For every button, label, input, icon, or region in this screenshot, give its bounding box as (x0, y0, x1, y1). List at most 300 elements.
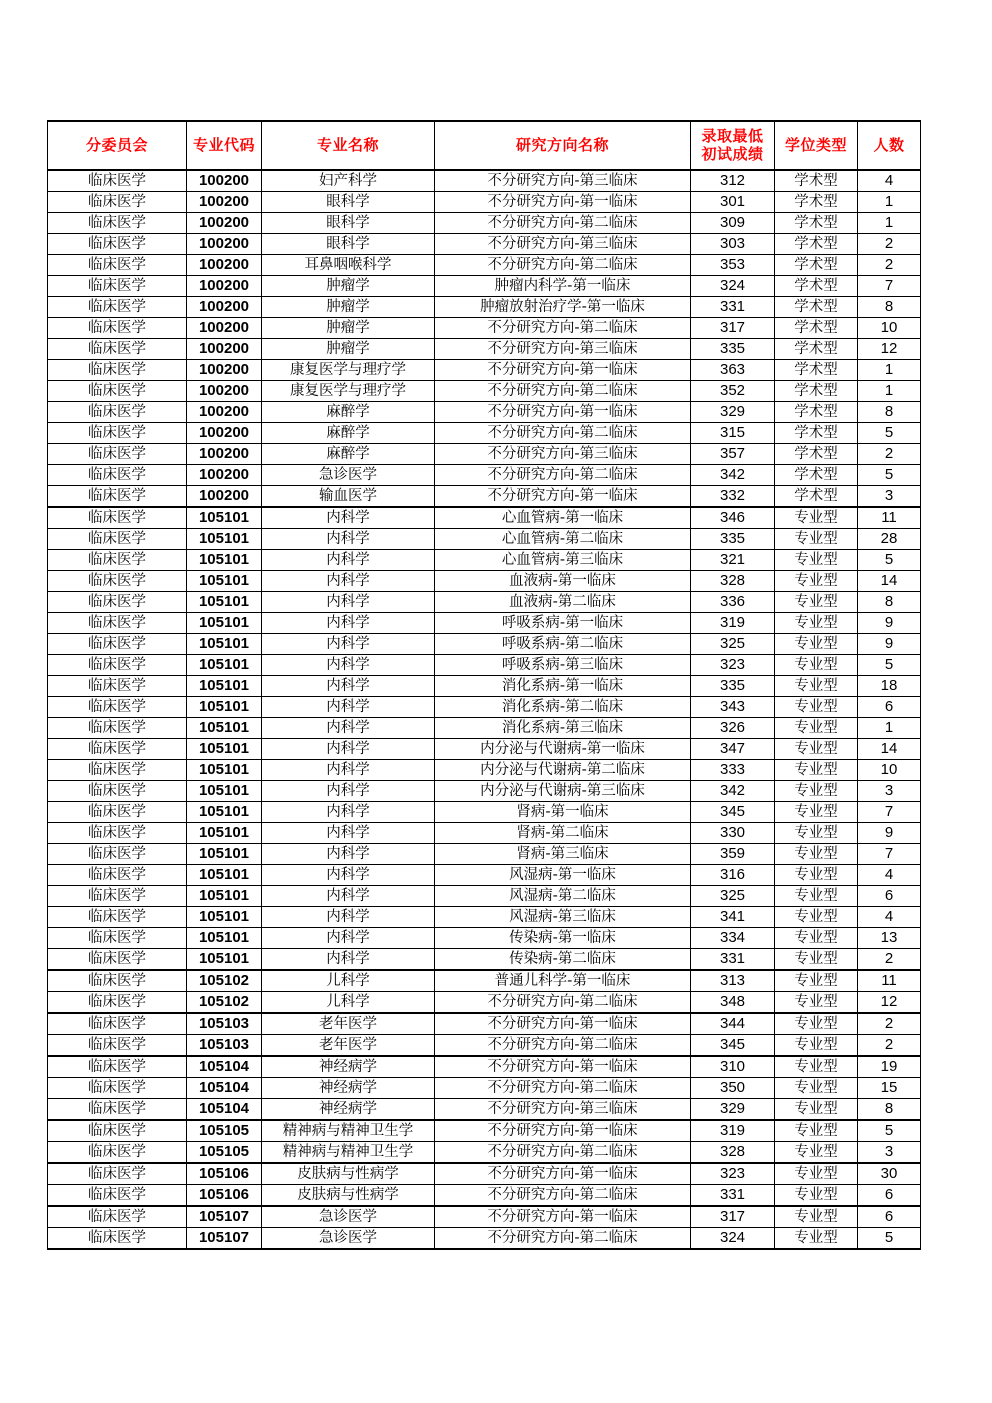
cell-direction: 不分研究方向-第一临床 (435, 486, 691, 508)
cell-min-score: 310 (691, 1056, 775, 1078)
cell-major-code: 100200 (187, 486, 262, 508)
cell-degree-type: 专业型 (775, 928, 858, 949)
cell-direction: 不分研究方向-第二临床 (435, 1035, 691, 1057)
table-row (48, 697, 921, 718)
cell-count: 4 (858, 907, 921, 928)
table-row (48, 1228, 921, 1250)
cell-count: 1 (858, 381, 921, 402)
cell-count: 18 (858, 676, 921, 697)
cell-degree-type: 专业型 (775, 949, 858, 971)
cell-major-code: 105106 (187, 1163, 262, 1185)
cell-min-score: 315 (691, 423, 775, 444)
cell-direction: 传染病-第二临床 (435, 949, 691, 971)
cell-direction: 心血管病-第二临床 (435, 529, 691, 550)
cell-direction: 不分研究方向-第三临床 (435, 444, 691, 465)
cell-major-code: 100200 (187, 213, 262, 234)
cell-committee: 临床医学 (48, 381, 187, 402)
cell-committee: 临床医学 (48, 360, 187, 381)
cell-committee: 临床医学 (48, 781, 187, 802)
cell-major-name: 内科学 (262, 655, 435, 676)
table-row (48, 1078, 921, 1099)
cell-direction: 不分研究方向-第二临床 (435, 213, 691, 234)
cell-min-score: 332 (691, 486, 775, 508)
table-row (48, 949, 921, 971)
table-row (48, 907, 921, 928)
cell-min-score: 333 (691, 760, 775, 781)
cell-degree-type: 学术型 (775, 339, 858, 360)
table-row (48, 255, 921, 276)
cell-major-code: 105101 (187, 865, 262, 886)
table-row (48, 655, 921, 676)
table-row (48, 170, 921, 192)
cell-committee: 临床医学 (48, 318, 187, 339)
cell-major-code: 105104 (187, 1056, 262, 1078)
cell-degree-type: 学术型 (775, 234, 858, 255)
cell-major-name: 内科学 (262, 634, 435, 655)
cell-committee: 临床医学 (48, 970, 187, 992)
cell-major-name: 内科学 (262, 949, 435, 971)
cell-count: 5 (858, 550, 921, 571)
cell-committee: 临床医学 (48, 1206, 187, 1228)
cell-count: 8 (858, 592, 921, 613)
cell-degree-type: 学术型 (775, 318, 858, 339)
cell-count: 11 (858, 507, 921, 529)
cell-min-score: 345 (691, 802, 775, 823)
table-row (48, 676, 921, 697)
table-row (48, 634, 921, 655)
table-row (48, 1035, 921, 1057)
cell-major-name: 老年医学 (262, 1013, 435, 1035)
cell-direction: 不分研究方向-第一临床 (435, 360, 691, 381)
cell-major-name: 康复医学与理疗学 (262, 360, 435, 381)
cell-count: 13 (858, 928, 921, 949)
cell-major-code: 105101 (187, 613, 262, 634)
cell-degree-type: 学术型 (775, 465, 858, 486)
table-row (48, 886, 921, 907)
cell-major-code: 105101 (187, 634, 262, 655)
cell-major-code: 105103 (187, 1013, 262, 1035)
cell-min-score: 346 (691, 507, 775, 529)
cell-major-code: 105101 (187, 907, 262, 928)
table-row (48, 1185, 921, 1207)
cell-major-code: 105101 (187, 844, 262, 865)
column-header-committee: 分委员会 (48, 121, 187, 170)
table-row (48, 402, 921, 423)
table-body (48, 170, 921, 1249)
cell-committee: 临床医学 (48, 823, 187, 844)
cell-count: 7 (858, 844, 921, 865)
cell-count: 2 (858, 444, 921, 465)
cell-count: 19 (858, 1056, 921, 1078)
cell-major-code: 100200 (187, 465, 262, 486)
cell-degree-type: 学术型 (775, 192, 858, 213)
cell-committee: 临床医学 (48, 886, 187, 907)
cell-degree-type: 专业型 (775, 1206, 858, 1228)
cell-committee: 临床医学 (48, 907, 187, 928)
cell-committee: 临床医学 (48, 676, 187, 697)
cell-major-code: 105107 (187, 1206, 262, 1228)
cell-degree-type: 学术型 (775, 444, 858, 465)
cell-committee: 临床医学 (48, 192, 187, 213)
cell-major-code: 105101 (187, 507, 262, 529)
cell-major-code: 100200 (187, 234, 262, 255)
cell-count: 9 (858, 634, 921, 655)
cell-major-name: 内科学 (262, 507, 435, 529)
cell-major-name: 内科学 (262, 739, 435, 760)
cell-min-score: 363 (691, 360, 775, 381)
cell-degree-type: 学术型 (775, 423, 858, 444)
cell-count: 10 (858, 760, 921, 781)
cell-major-code: 105104 (187, 1099, 262, 1121)
cell-min-score: 324 (691, 276, 775, 297)
cell-major-name: 内科学 (262, 823, 435, 844)
table-row (48, 823, 921, 844)
cell-committee: 临床医学 (48, 550, 187, 571)
cell-major-code: 105101 (187, 655, 262, 676)
min-score-label-line2: 初试成绩 (701, 144, 764, 163)
cell-committee: 临床医学 (48, 1142, 187, 1164)
cell-min-score: 345 (691, 1035, 775, 1057)
cell-major-code: 100200 (187, 444, 262, 465)
cell-count: 10 (858, 318, 921, 339)
cell-major-code: 105105 (187, 1120, 262, 1142)
cell-degree-type: 专业型 (775, 571, 858, 592)
cell-direction: 不分研究方向-第三临床 (435, 234, 691, 255)
cell-major-name: 内科学 (262, 928, 435, 949)
table-row (48, 613, 921, 634)
cell-direction: 风湿病-第二临床 (435, 886, 691, 907)
cell-major-name: 内科学 (262, 760, 435, 781)
cell-min-score: 328 (691, 571, 775, 592)
cell-committee: 临床医学 (48, 865, 187, 886)
table-row (48, 1120, 921, 1142)
cell-degree-type: 专业型 (775, 676, 858, 697)
cell-count: 7 (858, 802, 921, 823)
cell-min-score: 325 (691, 634, 775, 655)
cell-degree-type: 专业型 (775, 992, 858, 1014)
cell-direction: 不分研究方向-第一临床 (435, 192, 691, 213)
cell-degree-type: 专业型 (775, 550, 858, 571)
cell-major-code: 100200 (187, 318, 262, 339)
cell-direction: 消化系病-第一临床 (435, 676, 691, 697)
table-row (48, 318, 921, 339)
cell-major-code: 100200 (187, 170, 262, 192)
table-row (48, 213, 921, 234)
cell-degree-type: 专业型 (775, 760, 858, 781)
column-header-major-name: 专业名称 (262, 121, 435, 170)
cell-count: 12 (858, 992, 921, 1014)
cell-direction: 不分研究方向-第一临床 (435, 1120, 691, 1142)
cell-direction: 不分研究方向-第二临床 (435, 1228, 691, 1250)
cell-direction: 风湿病-第一临床 (435, 865, 691, 886)
cell-min-score: 335 (691, 676, 775, 697)
cell-direction: 消化系病-第三临床 (435, 718, 691, 739)
cell-direction: 肿瘤放射治疗学-第一临床 (435, 297, 691, 318)
cell-degree-type: 专业型 (775, 802, 858, 823)
cell-committee: 临床医学 (48, 213, 187, 234)
cell-count: 3 (858, 486, 921, 508)
cell-committee: 临床医学 (48, 1185, 187, 1207)
table-row (48, 381, 921, 402)
cell-degree-type: 专业型 (775, 844, 858, 865)
cell-major-name: 精神病与精神卫生学 (262, 1142, 435, 1164)
cell-count: 8 (858, 297, 921, 318)
table-row (48, 276, 921, 297)
table-row (48, 865, 921, 886)
cell-major-code: 105101 (187, 823, 262, 844)
cell-major-code: 105101 (187, 697, 262, 718)
table-row (48, 760, 921, 781)
cell-committee: 临床医学 (48, 1056, 187, 1078)
cell-degree-type: 专业型 (775, 1142, 858, 1164)
cell-direction: 不分研究方向-第一临床 (435, 1206, 691, 1228)
cell-major-name: 眼科学 (262, 234, 435, 255)
cell-committee: 临床医学 (48, 928, 187, 949)
cell-min-score: 323 (691, 655, 775, 676)
table-row (48, 550, 921, 571)
cell-major-name: 急诊医学 (262, 1228, 435, 1250)
cell-major-name: 康复医学与理疗学 (262, 381, 435, 402)
cell-count: 9 (858, 613, 921, 634)
min-score-label-line1: 录取最低 (701, 127, 764, 146)
cell-count: 2 (858, 949, 921, 971)
cell-direction: 不分研究方向-第三临床 (435, 170, 691, 192)
cell-count: 1 (858, 213, 921, 234)
cell-committee: 临床医学 (48, 634, 187, 655)
cell-count: 1 (858, 192, 921, 213)
table-row (48, 1142, 921, 1164)
cell-degree-type: 专业型 (775, 886, 858, 907)
cell-major-name: 眼科学 (262, 213, 435, 234)
cell-major-code: 100200 (187, 255, 262, 276)
cell-count: 6 (858, 886, 921, 907)
cell-min-score: 319 (691, 1120, 775, 1142)
cell-count: 6 (858, 1185, 921, 1207)
cell-direction: 风湿病-第三临床 (435, 907, 691, 928)
table-row (48, 192, 921, 213)
cell-major-name: 麻醉学 (262, 402, 435, 423)
cell-min-score: 347 (691, 739, 775, 760)
cell-major-name: 神经病学 (262, 1078, 435, 1099)
cell-direction: 不分研究方向-第二临床 (435, 1142, 691, 1164)
cell-major-code: 105101 (187, 949, 262, 971)
cell-committee: 临床医学 (48, 802, 187, 823)
cell-min-score: 342 (691, 781, 775, 802)
cell-major-name: 耳鼻咽喉科学 (262, 255, 435, 276)
cell-direction: 血液病-第二临床 (435, 592, 691, 613)
cell-degree-type: 专业型 (775, 907, 858, 928)
cell-degree-type: 专业型 (775, 1035, 858, 1057)
cell-degree-type: 专业型 (775, 613, 858, 634)
cell-count: 5 (858, 465, 921, 486)
cell-major-name: 儿科学 (262, 992, 435, 1014)
cell-committee: 临床医学 (48, 444, 187, 465)
cell-major-name: 皮肤病与性病学 (262, 1185, 435, 1207)
column-header-direction: 研究方向名称 (435, 121, 691, 170)
cell-major-code: 105101 (187, 529, 262, 550)
cell-direction: 呼吸系病-第一临床 (435, 613, 691, 634)
cell-min-score: 336 (691, 592, 775, 613)
cell-major-code: 100200 (187, 360, 262, 381)
table-row (48, 1013, 921, 1035)
cell-committee: 临床医学 (48, 1120, 187, 1142)
cell-min-score: 353 (691, 255, 775, 276)
column-header-min-score (691, 121, 775, 170)
cell-count: 2 (858, 255, 921, 276)
cell-major-code: 100200 (187, 276, 262, 297)
table-row (48, 444, 921, 465)
cell-major-code: 105102 (187, 970, 262, 992)
cell-committee: 临床医学 (48, 592, 187, 613)
cell-committee: 临床医学 (48, 1099, 187, 1121)
cell-major-code: 100200 (187, 297, 262, 318)
cell-major-code: 105107 (187, 1228, 262, 1250)
cell-major-name: 麻醉学 (262, 444, 435, 465)
table-row (48, 297, 921, 318)
cell-major-code: 100200 (187, 192, 262, 213)
cell-major-code: 100200 (187, 381, 262, 402)
table-row (48, 844, 921, 865)
cell-degree-type: 专业型 (775, 1078, 858, 1099)
cell-degree-type: 专业型 (775, 1013, 858, 1035)
cell-major-name: 内科学 (262, 697, 435, 718)
cell-major-name: 内科学 (262, 907, 435, 928)
cell-direction: 内分泌与代谢病-第一临床 (435, 739, 691, 760)
cell-degree-type: 专业型 (775, 634, 858, 655)
cell-count: 9 (858, 823, 921, 844)
cell-count: 14 (858, 571, 921, 592)
cell-direction: 肿瘤内科学-第一临床 (435, 276, 691, 297)
cell-direction: 不分研究方向-第二临床 (435, 255, 691, 276)
cell-min-score: 348 (691, 992, 775, 1014)
cell-direction: 心血管病-第三临床 (435, 550, 691, 571)
cell-min-score: 352 (691, 381, 775, 402)
cell-committee: 临床医学 (48, 486, 187, 508)
cell-major-code: 100200 (187, 423, 262, 444)
cell-min-score: 303 (691, 234, 775, 255)
cell-count: 5 (858, 1228, 921, 1250)
cell-major-name: 肿瘤学 (262, 339, 435, 360)
spreadsheet-sheet (47, 120, 920, 1250)
cell-degree-type: 专业型 (775, 1185, 858, 1207)
cell-min-score: 324 (691, 1228, 775, 1250)
cell-degree-type: 专业型 (775, 1163, 858, 1185)
cell-min-score: 316 (691, 865, 775, 886)
table-row (48, 234, 921, 255)
column-header-count: 人数 (858, 121, 921, 170)
cell-count: 15 (858, 1078, 921, 1099)
table-row (48, 360, 921, 381)
cell-count: 3 (858, 781, 921, 802)
table-row (48, 1099, 921, 1121)
cell-degree-type: 专业型 (775, 1228, 858, 1250)
cell-min-score: 334 (691, 928, 775, 949)
cell-major-name: 内科学 (262, 676, 435, 697)
cell-min-score: 350 (691, 1078, 775, 1099)
table-row (48, 992, 921, 1014)
cell-direction: 不分研究方向-第一临床 (435, 1163, 691, 1185)
cell-committee: 临床医学 (48, 1228, 187, 1250)
cell-count: 28 (858, 529, 921, 550)
cell-min-score: 343 (691, 697, 775, 718)
cell-committee: 临床医学 (48, 613, 187, 634)
cell-degree-type: 专业型 (775, 970, 858, 992)
cell-min-score: 325 (691, 886, 775, 907)
cell-min-score: 331 (691, 949, 775, 971)
cell-direction: 内分泌与代谢病-第三临床 (435, 781, 691, 802)
cell-major-code: 105101 (187, 550, 262, 571)
cell-major-name: 内科学 (262, 781, 435, 802)
cell-major-code: 105101 (187, 802, 262, 823)
cell-major-name: 内科学 (262, 718, 435, 739)
cell-count: 8 (858, 402, 921, 423)
cell-major-code: 100200 (187, 339, 262, 360)
cell-degree-type: 专业型 (775, 655, 858, 676)
cell-count: 14 (858, 739, 921, 760)
cell-major-name: 麻醉学 (262, 423, 435, 444)
cell-committee: 临床医学 (48, 1013, 187, 1035)
cell-direction: 肾病-第三临床 (435, 844, 691, 865)
cell-major-name: 皮肤病与性病学 (262, 1163, 435, 1185)
cell-committee: 临床医学 (48, 1035, 187, 1057)
cell-major-code: 105101 (187, 739, 262, 760)
cell-committee: 临床医学 (48, 339, 187, 360)
cell-direction: 不分研究方向-第三临床 (435, 1099, 691, 1121)
cell-min-score: 317 (691, 318, 775, 339)
cell-major-name: 内科学 (262, 529, 435, 550)
table-header-row (48, 121, 921, 170)
cell-major-name: 肿瘤学 (262, 276, 435, 297)
cell-degree-type: 学术型 (775, 213, 858, 234)
cell-count: 5 (858, 1120, 921, 1142)
cell-count: 3 (858, 1142, 921, 1164)
cell-count: 1 (858, 718, 921, 739)
cell-committee: 临床医学 (48, 402, 187, 423)
cell-direction: 普通儿科学-第一临床 (435, 970, 691, 992)
cell-direction: 不分研究方向-第一临床 (435, 402, 691, 423)
cell-major-name: 儿科学 (262, 970, 435, 992)
cell-direction: 不分研究方向-第一临床 (435, 1013, 691, 1035)
cell-min-score: 344 (691, 1013, 775, 1035)
cell-degree-type: 专业型 (775, 592, 858, 613)
cell-direction: 不分研究方向-第二临床 (435, 992, 691, 1014)
cell-major-code: 105101 (187, 781, 262, 802)
cell-min-score: 326 (691, 718, 775, 739)
cell-direction: 血液病-第一临床 (435, 571, 691, 592)
cell-major-code: 105101 (187, 886, 262, 907)
cell-min-score: 359 (691, 844, 775, 865)
column-header-degree-type: 学位类型 (775, 121, 858, 170)
table-row (48, 465, 921, 486)
cell-major-name: 输血医学 (262, 486, 435, 508)
table-row (48, 486, 921, 508)
cell-degree-type: 专业型 (775, 1099, 858, 1121)
cell-major-name: 内科学 (262, 802, 435, 823)
cell-min-score: 312 (691, 170, 775, 192)
cell-committee: 临床医学 (48, 760, 187, 781)
admission-score-table (47, 120, 921, 1250)
cell-committee: 临床医学 (48, 655, 187, 676)
cell-major-name: 内科学 (262, 844, 435, 865)
cell-committee: 临床医学 (48, 844, 187, 865)
cell-major-name: 妇产科学 (262, 170, 435, 192)
cell-min-score: 341 (691, 907, 775, 928)
cell-major-name: 内科学 (262, 613, 435, 634)
cell-major-code: 105102 (187, 992, 262, 1014)
cell-major-name: 内科学 (262, 550, 435, 571)
cell-min-score: 342 (691, 465, 775, 486)
cell-major-code: 105101 (187, 571, 262, 592)
